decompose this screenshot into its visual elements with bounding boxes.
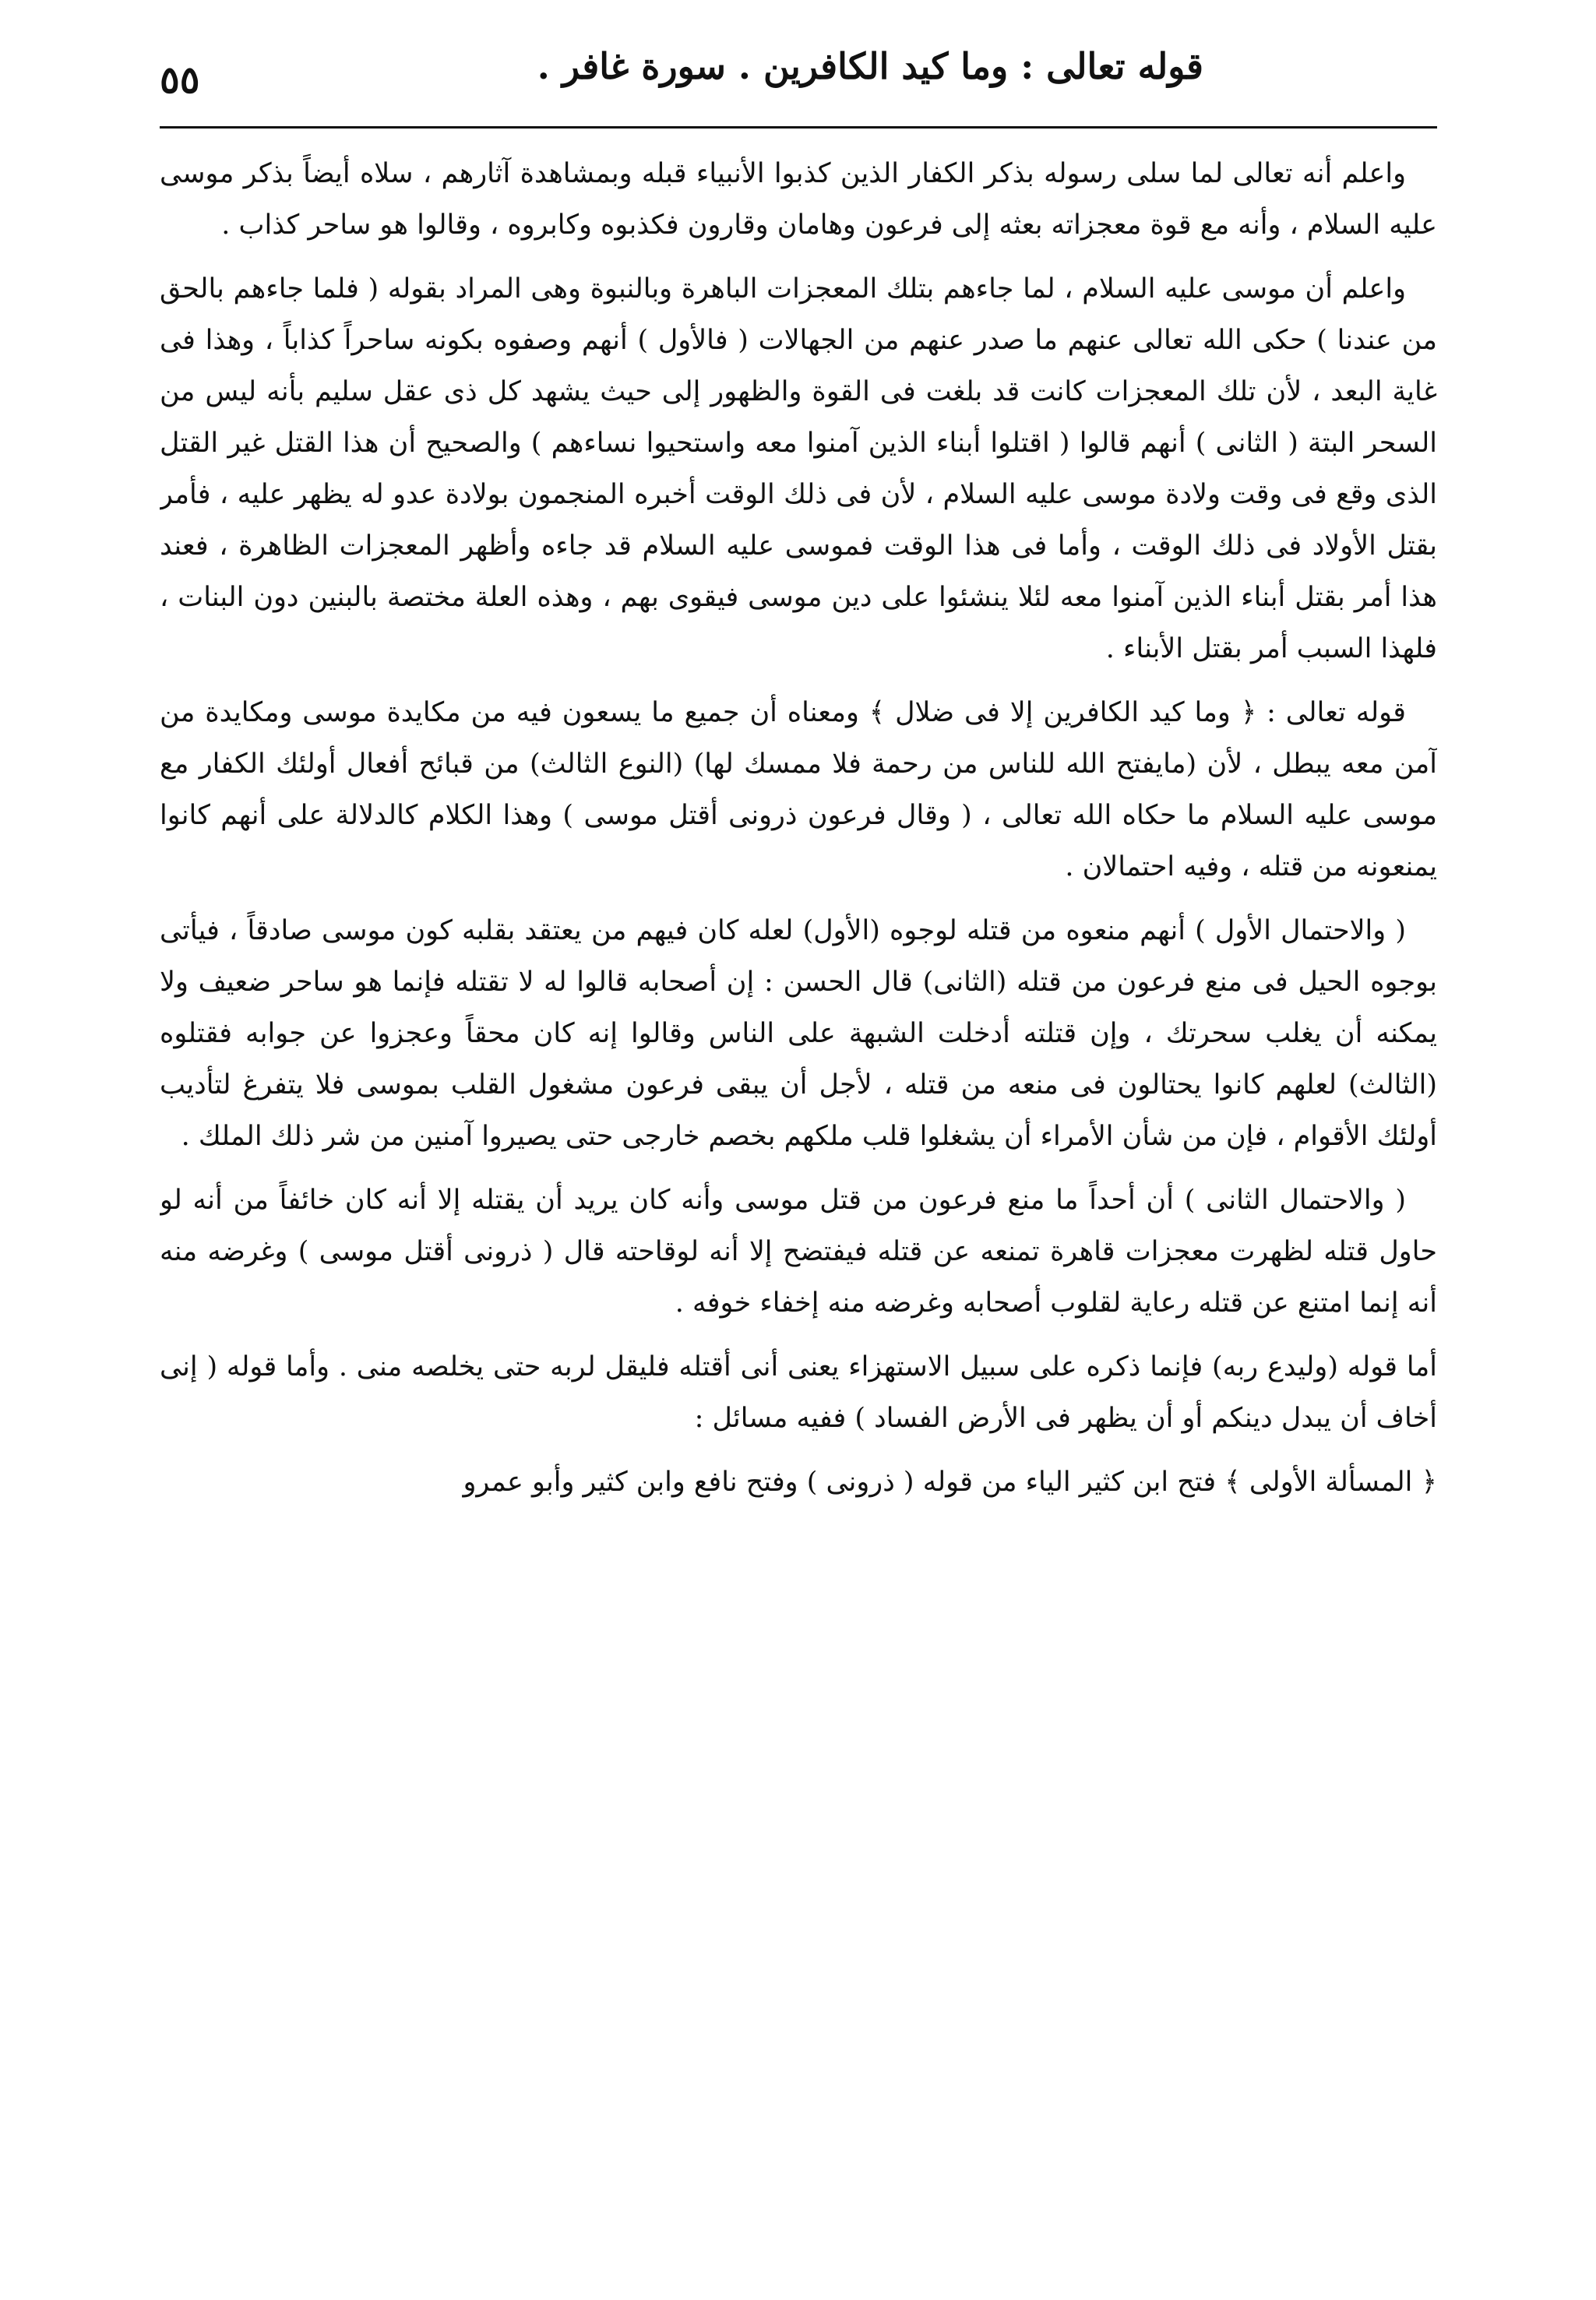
paragraph: ﴿ المسألة الأولى ﴾ فتح ابن كثير الياء من قوله ( ذرونى ) وفتح نافع وابن كثير وأبو عمرو <box>463 1467 1437 1498</box>
header-rule <box>160 126 1437 129</box>
paragraph: ( والاحتمال الأول ) أنهم منعوه من قتله لوجوه (الأول) لعله كان فيهم من يعتقد بقلبه كون موسى صادقاً ، فيأتى بوجوه الحيل فى منع فرعون من قتله (الثانى) قال الحسن : إن أصحابه قالوا له لا تقتله فإنما هو ساحر ضعيف ولا يمكنه أن يغلب سحرتك ، وإن قتلته أدخلت الشبهة على الناس وقالوا إنه كان محقاً وعجزوا عن جوابه فقتلوه (الثالث) لعلهم كانوا يحتالون فى منعه من قتله ، لأجل أن يبقى فرعون مشغول القلب بموسى فلا يتفرغ لتأديب أولئك الأقوام ، فإن من شأن الأمراء أن يشغلوا قلب ملكهم بخصم خارجى حتى يصيروا آمنين من شر ذلك الملك . <box>160 915 1437 1152</box>
page-number: ٥٥ <box>160 58 200 102</box>
body-text <box>160 148 1437 2274</box>
paragraph: قوله تعالى : ﴿ وما كيد الكافرين إلا فى ضلال ﴾ ومعناه أن جميع ما يسعون فيه من مكايدة موسى ومكايدة من آمن معه يبطل ، لأن (مايفتح الله للناس من رحمة فلا ممسك لها) (النوع الثالث) من قبائح أفعال أولئك الكفار مع موسى عليه السلام ما حكاه الله تعالى ، ( وقال فرعون ذرونى أقتل موسى ) وهذا الكلام كالدلالة على أنهم كانوا يمنعونه من قتله ، وفيه احتمالان . <box>160 697 1437 882</box>
paragraph: واعلم أن موسى عليه السلام ، لما جاءهم بتلك المعجزات الباهرة وبالنبوة وهى المراد بقوله ( فلما جاءهم بالحق من عندنا ) حكى الله تعالى عنهم ما صدر عنهم من الجهالات ( فالأول ) أنهم وصفوه بكونه ساحراً كذاباً ، وهذا فى غاية البعد ، لأن تلك المعجزات كانت قد بلغت فى القوة والظهور إلى حيث يشهد كل ذى عقل سليم بأنه ليس من السحر البتة ( الثانى ) أنهم قالوا ( اقتلوا أبناء الذين آمنوا معه واستحيوا نساءهم ) والصحيح أن هذا القتل غير القتل الذى وقع فى وقت ولادة موسى عليه السلام ، لأن فى ذلك الوقت أخبره المنجمون بولادة عدو له يظهر عليه ، فأمر بقتل الأولاد فى ذلك الوقت ، وأما فى هذا الوقت فموسى عليه السلام قد جاءه وأظهر المعجزات الظاهرة ، فعند هذا أمر بقتل أبناء الذين آمنوا معه لئلا ينشئوا على دين موسى فيقوى بهم ، وهذه العلة مختصة بالبنين دون البنات ، فلهذا السبب أمر بقتل الأبناء . <box>160 273 1437 664</box>
paragraph: ( والاحتمال الثانى ) أن أحداً ما منع فرعون من قتل موسى وأنه كان يريد أن يقتله إلا أنه كان خائفاً من أنه لو حاول قتله لظهرت معجزات قاهرة تمنعه عن قتله فيفتضح إلا أنه لوقاحته قال ( ذرونى أقتل موسى ) وغرضه منه أنه إنما امتنع عن قتله رعاية لقلوب أصحابه وغرضه منه إخفاء خوفه . <box>160 1185 1437 1319</box>
paragraph: واعلم أنه تعالى لما سلى رسوله بذكر الكفار الذين كذبوا الأنبياء قبله وبمشاهدة آثارهم ، سلاه أيضاً بذكر موسى عليه السلام ، وأنه مع قوة معجزاته بعثه إلى فرعون وهامان وقارون فكذبوه وكابروه ، وقالوا هو ساحر كذاب . <box>160 158 1437 241</box>
running-head: قوله تعالى : وما كيد الكافرين . سورة غافر . <box>537 45 1203 87</box>
paragraph: أما قوله (وليدع ربه) فإنما ذكره على سبيل الاستهزاء يعنى أنى أقتله فليقل لربه حتى يخلصه منى . وأما قوله ( إنى أخاف أن يبدل دينكم أو أن يظهر فى الأرض الفساد ) ففيه مسائل : <box>160 1351 1437 1434</box>
page-header <box>160 31 1437 117</box>
